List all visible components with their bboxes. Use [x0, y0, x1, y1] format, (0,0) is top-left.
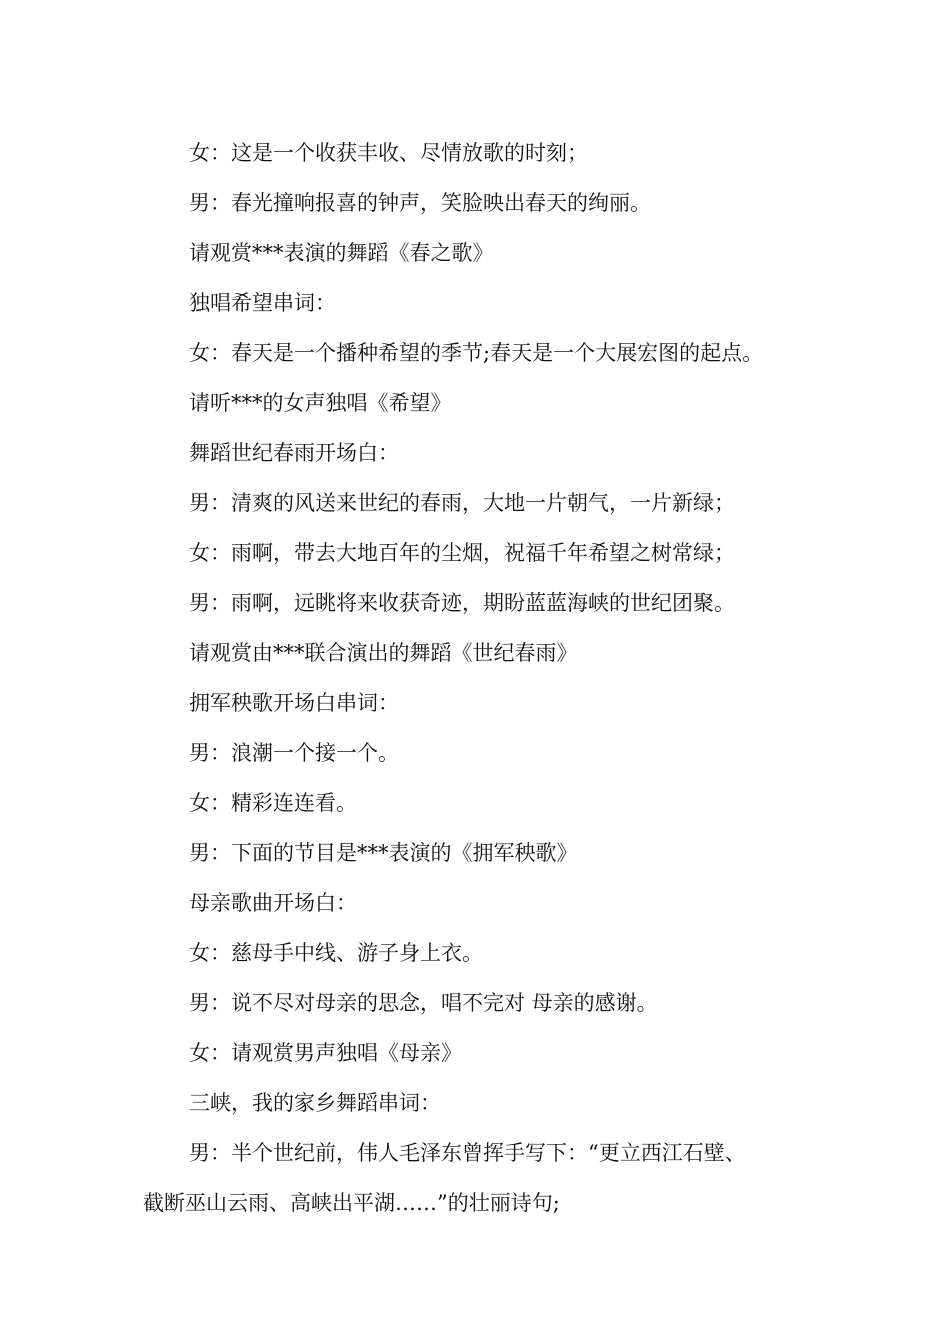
text-line: 男：说不尽对母亲的思念，唱不完对 母亲的感谢。: [189, 991, 658, 1015]
text-line: 男：雨啊，远眺将来收获奇迹，期盼蓝蓝海峡的世纪团聚。: [189, 591, 735, 615]
text-line: 男：清爽的风送来世纪的春雨，大地一片朝气，一片新绿；: [189, 491, 735, 515]
text-line: 女：精彩连连看。: [189, 791, 357, 815]
text-line: 女：雨啊，带去大地百年的尘烟，祝福千年希望之树常绿；: [189, 541, 735, 565]
text-line: 请观赏由***联合演出的舞蹈《世纪春雨》: [189, 641, 578, 665]
text-line: 女：春天是一个播种希望的季节;春天是一个大展宏图的起点。: [189, 341, 764, 365]
text-line: 女：慈母手中线、游子身上衣。: [189, 941, 483, 965]
document-body: [143, 128, 813, 1228]
text-line: 男：半个世纪前，伟人毛泽东曾挥手写下：“更立西江石壁、: [189, 1141, 746, 1165]
text-line: 请听***的女声独唱《希望》: [189, 391, 452, 415]
text-line: 男：春光撞响报喜的钟声，笑脸映出春天的绚丽。: [189, 191, 651, 215]
text-line: 男：下面的节目是***表演的《拥军秧歌》: [189, 841, 578, 865]
section-heading: 拥军秧歌开场白串词：: [189, 691, 399, 715]
text-line: 女：请观赏男声独唱《母亲》: [189, 1041, 462, 1065]
text-line: 请观赏***表演的舞蹈《春之歌》: [189, 241, 494, 265]
text-line: 女：这是一个收获丰收、尽情放歌的时刻；: [189, 141, 588, 165]
section-heading: 独唱希望串词：: [189, 291, 336, 315]
section-heading: 舞蹈世纪春雨开场白：: [189, 441, 399, 465]
section-heading: 母亲歌曲开场白：: [189, 891, 357, 915]
section-heading: 三峡，我的家乡舞蹈串词：: [189, 1091, 441, 1115]
text-line-continuation: 截断巫山云雨、高峡出平湖……”的壮丽诗句;: [143, 1191, 560, 1215]
text-line: 男：浪潮一个接一个。: [189, 741, 399, 765]
